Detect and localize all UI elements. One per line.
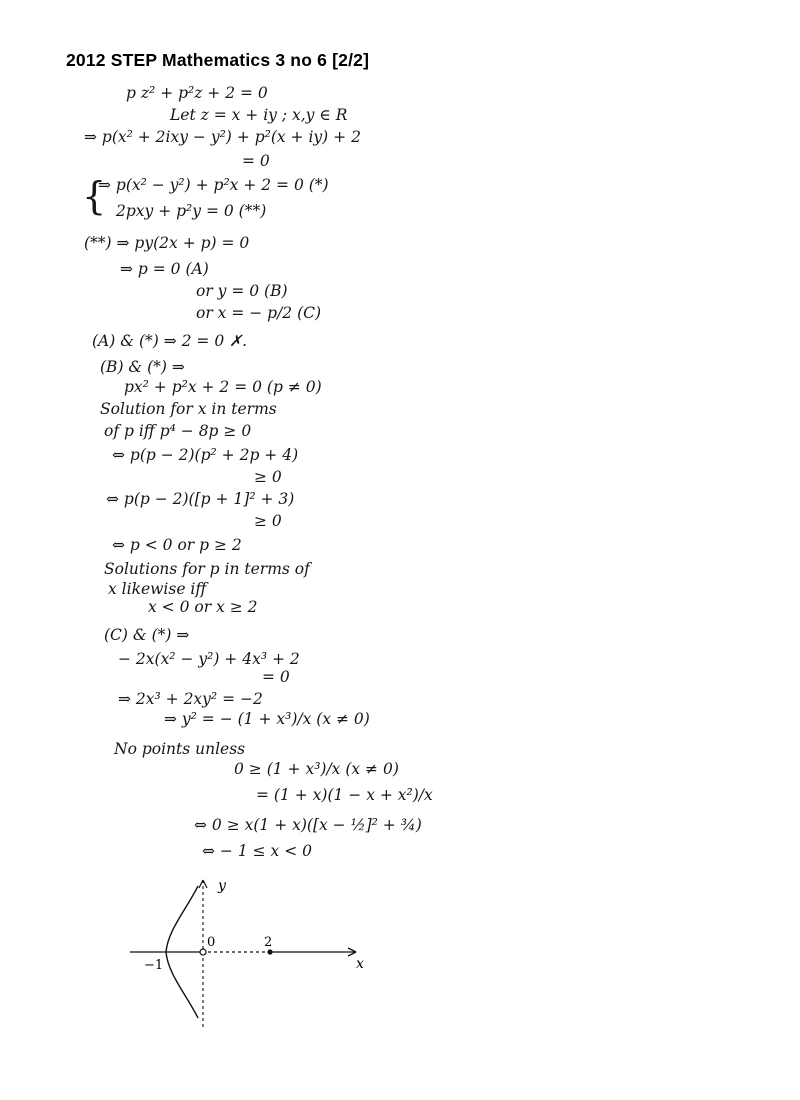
equation-line: x < 0 or x ≥ 2 [148,598,258,616]
two-label: 2 [264,935,273,950]
equation-line: ⇔ p(p − 2)(p² + 2p + 4) [112,446,299,464]
equation-line: ⇔ 0 ≥ x(1 + x)([x − ½]² + ¾) [194,816,422,834]
equation-line: px² + p²x + 2 = 0 (p ≠ 0) [124,378,322,396]
equation-line: ⇒ 2x³ + 2xy² = −2 [118,690,263,708]
origin-marker [200,949,206,955]
equation-line: ⇔ − 1 ≤ x < 0 [202,842,312,860]
equation-line: = 0 [262,668,290,686]
annotation-line: of p iff p⁴ − 8p ≥ 0 [104,422,252,440]
x-axis-label: x [356,956,364,972]
equation-line: ⇒ p(x² + 2ixy − y²) + p²(x + iy) + 2 [84,128,361,146]
equation-line: 0 ≥ (1 + x³)/x (x ≠ 0) [234,760,399,778]
y-axis-label: y [218,878,226,894]
curve-sketch [120,872,380,1032]
equation-line: ⇒ y² = − (1 + x³)/x (x ≠ 0) [164,710,370,728]
equation-line: − 2x(x² − y²) + 4x³ + 2 [118,650,300,668]
equation-line: = 0 [242,152,270,170]
annotation-line: No points unless [114,740,246,758]
equation-line: p z² + p²z + 2 = 0 [126,84,268,102]
equation-line: ⇒ p = 0 (A) [120,260,209,278]
equation-line: (C) & (*) ⇒ [104,626,190,644]
equation-line: or x = − p/2 (C) [196,304,322,322]
point-two-marker [267,949,272,954]
page-title: 2012 STEP Mathematics 3 no 6 [2/2] [66,50,370,70]
equation-line: (**) ⇒ py(2x + p) = 0 [84,234,250,252]
minus-one-label: −1 [144,958,164,973]
equation-line: ⇒ p(x² − y²) + p²x + 2 = 0 (*) [98,176,329,194]
equation-line: ⇔ p(p − 2)([p + 1]² + 3) [106,490,295,508]
equation-line: ≥ 0 [254,512,282,530]
equation-line: (A) & (*) ⇒ 2 = 0 ✗. [92,332,248,350]
origin-label: 0 [207,935,216,950]
annotation-line: Solutions for p in terms of [104,560,310,578]
annotation-line: Solution for x in terms [100,400,277,418]
equation-line: ⇔ p < 0 or p ≥ 2 [112,536,242,554]
equation-line: = (1 + x)(1 − x + x²)/x [256,786,433,804]
system-brace: { [82,174,107,218]
equation-line: or y = 0 (B) [196,282,288,300]
equation-line: (B) & (*) ⇒ [100,358,185,376]
equation-line: 2pxy + p²y = 0 (**) [116,202,267,220]
annotation-line: Let z = x + iy ; x,y ∈ R [170,106,348,124]
equation-line: ≥ 0 [254,468,282,486]
annotation-line: x likewise iff [108,580,207,598]
